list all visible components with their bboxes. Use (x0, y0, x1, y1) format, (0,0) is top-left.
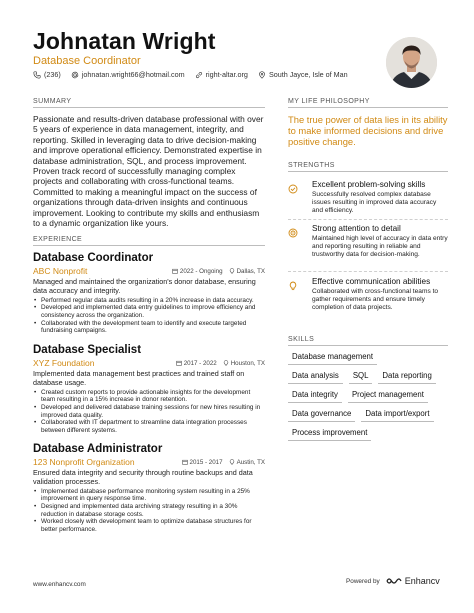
skills-section-title: SKILLS (288, 336, 315, 343)
footer-branding (346, 576, 440, 586)
skill-tag: Data analysis (288, 371, 343, 384)
phone-icon (33, 71, 41, 79)
brand-logo[interactable] (386, 576, 440, 586)
powered-by-label: Powered by (346, 577, 380, 585)
location-item (258, 70, 348, 79)
job-entry (33, 252, 265, 335)
strength-item (288, 180, 448, 215)
summary-divider (33, 107, 265, 108)
strength-description: Collaborated with cross-functional teams to gather requirements and ensure timely completion of data projects. (312, 288, 439, 311)
strength-description: Maintained high level of accuracy in data entry and reporting resulting in reliable and trustworthy data for decision-making. (312, 235, 448, 258)
job-location: Austin, TX (229, 459, 265, 466)
job-location: Dallas, TX (229, 268, 265, 275)
job-entry (33, 344, 265, 435)
job-bullet: • Developed and implemented data entry guidelines to improve efficiency and consistency across the organization. (33, 304, 265, 319)
strength-title: Effective communication abilities (312, 277, 431, 286)
experience-divider (33, 245, 265, 246)
strength-description: Successfully resolved complex database issues resulting in improved data accuracy and efficiency. (312, 191, 437, 214)
experience-section-title: EXPERIENCE (33, 236, 83, 243)
strength-item (288, 277, 448, 312)
strength-divider (288, 219, 448, 220)
job-description: Ensured data integrity and security through routine backups and data validation processes. (33, 468, 253, 486)
calendar-icon (172, 268, 178, 274)
location-text: South Jayce, Isle of Man (268, 70, 348, 79)
link-icon (195, 71, 203, 79)
job-dates: 2015 - 2017 (182, 459, 223, 466)
contact-bar (33, 70, 358, 79)
job-bullet: • Performed regular data audits resulting in a 20% increase in data accuracy. (33, 297, 265, 305)
job-bullet: • Created custom reports to provide actionable insights for the development team resulting in a 15% increase in donor retention. (33, 389, 265, 404)
skills-divider (288, 345, 448, 346)
job-bullet: • Designed and implemented data archiving strategy resulting in a 30% reduction in database storage costs. (33, 503, 265, 518)
lightbulb-icon (288, 278, 302, 312)
job-title: Database Administrator (33, 443, 163, 455)
skill-tag: Project management (348, 390, 428, 403)
skill-tag: Data governance (288, 409, 355, 422)
skill-tag: Data reporting (378, 371, 435, 384)
footer-website[interactable]: www.enhancv.com (33, 581, 86, 588)
job-bullet: • Worked closely with development team to optimize database structures for better performance. (33, 518, 265, 533)
philosophy-section-title: MY LIFE PHILOSOPHY (288, 98, 370, 105)
target-icon (288, 225, 302, 259)
job-bullets (33, 488, 265, 534)
check-badge-icon (288, 181, 302, 215)
skill-tag: Data integrity (288, 390, 342, 403)
skills-list (288, 352, 448, 447)
email-text: johnatan.wright66@hotmail.com (81, 70, 185, 79)
philosophy-divider (288, 107, 448, 108)
link-text: right-altar.org (205, 70, 248, 79)
strengths-section-title: STRENGTHS (288, 162, 335, 169)
candidate-role: Database Coordinator (33, 55, 141, 67)
location-pin-icon (258, 71, 266, 79)
job-location: Houston, TX (223, 360, 265, 367)
location-pin-icon (223, 360, 229, 366)
philosophy-quote: The true power of data lies in its ability to make informed decisions and drive positive change. (288, 114, 448, 147)
strength-title: Strong attention to detail (312, 224, 401, 233)
link-item[interactable] (195, 70, 248, 79)
phone-item (33, 70, 61, 79)
job-bullet: • Implemented database performance monitoring system resulting in a 25% improvement in query response time. (33, 488, 265, 503)
job-description: Managed and maintained the organization's donor database, ensuring data accuracy and integrity. (33, 277, 256, 295)
skill-tag: Process improvement (288, 428, 371, 441)
skill-tag: Data import/export (361, 409, 433, 422)
job-company: ABC Nonprofit (33, 266, 88, 276)
summary-section-title: SUMMARY (33, 98, 72, 105)
email-item[interactable] (71, 70, 185, 79)
job-dates: 2017 - 2022 (176, 360, 217, 367)
job-entry (33, 443, 265, 534)
job-bullets (33, 297, 265, 336)
job-company: 123 Nonprofit Organization (33, 457, 135, 467)
at-icon (71, 71, 79, 79)
phone-text: (236) (44, 70, 61, 79)
location-pin-icon (229, 459, 235, 465)
strengths-divider (288, 171, 448, 172)
job-dates: 2022 - Ongoing (172, 268, 223, 275)
strength-title: Excellent problem-solving skills (312, 180, 426, 189)
job-bullet: • Developed and delivered database training sessions for new hires resulting in improved data quality. (33, 404, 265, 419)
job-bullet: • Collaborated with IT department to streamline data integration processes between different systems. (33, 419, 265, 434)
summary-text: Passionate and results-driven database professional with over 5 years of experience in data management, integrity, and reporting. Skilled in leveraging data to drive decision-making and improve operational efficiency. Demonstrated expertise in database administration, SQL, and process improvement. Proven track record of successfully managing complex projects and collaborating with cross-functional teams. Committed to making a meaningful impact on the success of organizations through data-driven insights and continuous improvement. Looking to contribute my skills and enthusiasm to a dynamic organization like yours. (33, 114, 264, 229)
calendar-icon (182, 459, 188, 465)
job-title: Database Specialist (33, 344, 142, 356)
job-title: Database Coordinator (33, 252, 154, 264)
enhancv-logo-icon (386, 576, 402, 586)
candidate-name: Johnatan Wright (33, 28, 216, 54)
location-pin-icon (229, 268, 235, 274)
skill-tag: Database management (288, 352, 377, 365)
job-company: XYZ Foundation (33, 358, 95, 368)
job-description: Implemented data management best practices and trained staff on database usage. (33, 369, 245, 387)
strength-divider (288, 271, 448, 272)
skill-tag: SQL (349, 371, 373, 384)
calendar-icon (176, 360, 182, 366)
brand-name: Enhancv (404, 576, 440, 586)
job-bullets (33, 389, 265, 435)
strength-item (288, 224, 448, 259)
profile-photo (386, 37, 437, 88)
job-bullet: • Collaborated with the development team to identify and execute targeted fundraising campaigns. (33, 320, 265, 335)
